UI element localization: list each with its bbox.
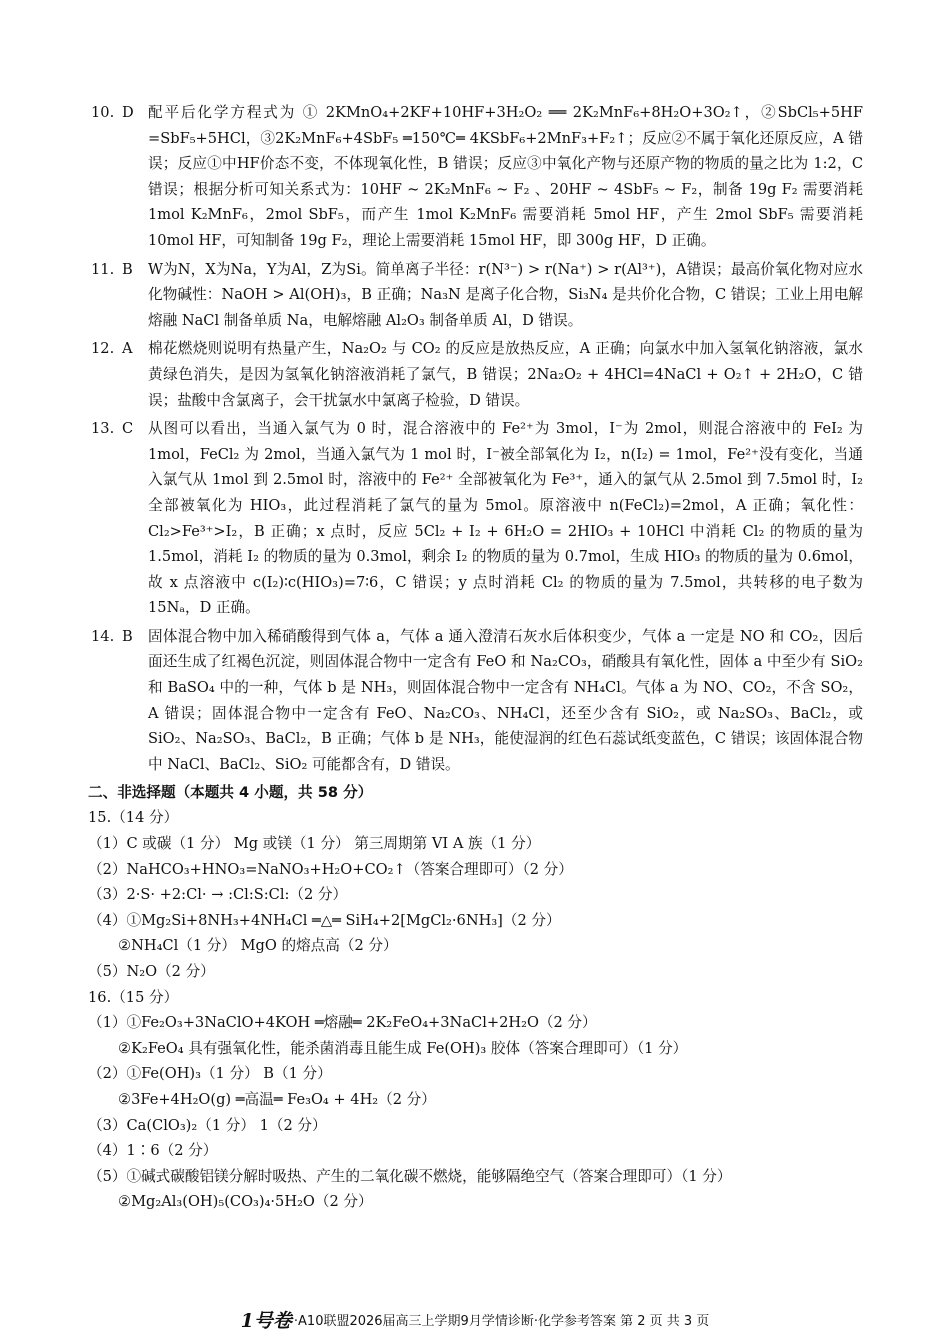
answer-line: （1）C 或碳（1 分） Mg 或镁（1 分） 第三周期第 VI A 族（1 分） [88, 835, 541, 853]
question-explanation: 固体混合物中加入稀硝酸得到气体 a，气体 a 通入澄清石灰水后体积变少，气体 a 一定是 NO 和 CO₂，因后面还生成了红褐色沉淀，则固体混合物中一定含有 FeO 和 Na₂CO₃，硝酸具有氧化性，固体 a 中至少有 SiO₂ 和 BaSO₄ 中的一种，气体 b 是 NH₃，则固体混合物中一定含有 NH₄Cl。气体 a 为 NO、CO₂，不含 SO₂，A 错误；固体混合物中一定含有 FeO、Na₂CO₃、NH₄Cl，还至少含有 SiO₂，或 Na₂SO₃、BaCl₂，或 SiO₂、Na₂SO₃、BaCl₂，B 正确；气体 b 是 NH₃，能使湿润的红色石蕊试纸变蓝色，C 错误；该固体混合物中 NaCl、BaCl₂、SiO₂ 可能都含有，D 错误。 [148, 627, 863, 773]
question-11 [88, 257, 863, 334]
question-answer: C [122, 420, 134, 438]
answer-line: （4）1∶6（2 分） [88, 1142, 218, 1160]
answer-line: （2）①Fe(OH)₃（1 分） B（1 分） [88, 1065, 332, 1083]
question-10 [88, 100, 863, 254]
answer-line: （1）①Fe₂O₃+3NaClO+4KOH ═熔融═ 2K₂FeO₄+3NaCl+2H₂O（2 分） [88, 1014, 597, 1032]
answer-line: 16.（15 分） [88, 988, 179, 1006]
question-explanation: W为N，X为Na，Y为Al，Z为Si。简单离子半径：r(N³⁻) > r(Na⁺) > r(Al³⁺)，A错误；最高价氧化物对应水化物碱性：NaOH > Al(OH)₃，B 正确；Na₃N 是离子化合物，Si₃N₄ 是共价化合物，C 错误；工业上用电解熔融 NaCl 制备单质 Na，电解熔融 Al₂O₃ 制备单质 Al，D 错误。 [148, 260, 863, 329]
question-explanation: 从图可以看出，当通入氯气为 0 时，混合溶液中的 Fe²⁺为 3mol，I⁻为 2mol，则混合溶液中的 FeI₂ 为 1mol，FeCl₂ 为 2mol，当通入氯气为 1 mol 时，I⁻被全部氧化为 I₂，n(I₂) = 1mol，Fe²⁺没有变化，当通入氯气从 1mol 到 2.5mol 时，溶液中的 Fe²⁺ 全部被氧化为 Fe³⁺，通入的氯气从 2.5mol 到 7.5mol 时，I₂ 全部被氧化为 HIO₃，此过程消耗了氯气的量为 5mol。原溶液中 n(FeCl₂)=2mol，A 正确；氧化性：Cl₂>Fe³⁺>I₂，B 正确；x 点时，反应 5Cl₂ + I₂ + 6H₂O = 2HIO₃ + 10HCl 中消耗 Cl₂ 的物质的量为 1.5mol，消耗 I₂ 的物质的量为 0.3mol，剩余 I₂ 的物质的量为 0.7mol，生成 HIO₃ 的物质的量为 0.6mol，故 x 点溶液中 c(I₂)∶c(HIO₃)=7∶6，C 错误；y 点时消耗 Cl₂ 的物质的量为 7.5mol，共转移的电子数为 15Nₐ，D 正确。 [148, 420, 863, 617]
answer-line: （2）NaHCO₃+HNO₃=NaNO₃+H₂O+CO₂↑（答案合理即可）（2 分） [88, 860, 573, 878]
question-answer: B [122, 627, 133, 645]
question-12 [88, 336, 863, 413]
question-explanation: 配平后化学方程式为 ① 2KMnO₄+2KF+10HF+3H₂O₂ ══ 2K₂MnF₆+8H₂O+3O₂↑，②SbCl₅+5HF =SbF₅+5HCl，③2K₂MnF₆+4SbF₅ ═150℃═ 4KSbF₆+2MnF₃+F₂↑；反应②不属于氧化还原反应，A 错误；反应①中HF价态不变，不体现氧化性，B 错误；反应③中氧化产物与还原产物的物质的量之比为 1:2，C 错误；根据分析可知关系式为：10HF ~ 2K₂MnF₆ ~ F₂ 、20HF ~ 4SbF₅ ~ F₂，制备 19g F₂ 需要消耗 1mol K₂MnF₆，2mol SbF₅，而产生 1mol K₂MnF₆ 需要消耗 5mol HF，产生 2mol SbF₅ 需要消耗 10mol HF，可知制备 19g F₂，理论上需要消耗 15mol HF，即 300g HF，D 正确。 [148, 104, 863, 249]
question-number: 14. [91, 627, 115, 645]
section-title: 二、非选择题（本题共 4 小题，共 58 分） [88, 784, 373, 802]
question-answer: D [122, 104, 134, 121]
footer-text: ·A10联盟2026届高三上学期9月学情诊断·化学参考答案 第 2 页 共 3 页 [293, 1314, 710, 1329]
answer-line: ②NH₄Cl（1 分） MgO 的熔点高（2 分） [118, 937, 398, 955]
answer-line: （3）Ca(ClO₃)₂（1 分） 1（2 分） [88, 1116, 327, 1134]
question-answer: B [122, 260, 133, 278]
question-14 [88, 624, 863, 778]
question-number: 12. [91, 340, 115, 358]
answer-line: （5）N₂O（2 分） [88, 963, 215, 980]
answer-line: 15.（14 分） [88, 809, 179, 827]
answer-line: ②Mg₂Al₃(OH)₅(CO₃)₄·5H₂O（2 分） [118, 1193, 373, 1211]
question-answer: A [122, 340, 133, 358]
answer-line: （3）2·S· +2:Cl· → :Cl:S:Cl:（2 分） [88, 886, 348, 904]
question-13 [88, 416, 863, 621]
answer-line: ②3Fe+4H₂O(g) ═高温═ Fe₃O₄ + 4H₂（2 分） [118, 1090, 436, 1108]
question-number: 13. [91, 420, 115, 438]
question-number: 10. [91, 104, 115, 121]
answer-content [88, 100, 863, 1215]
brand-logo: 1号卷 [240, 1310, 292, 1332]
page-footer [0, 1306, 950, 1333]
answer-line: （4）①Mg₂Si+8NH₃+4NH₄Cl ═△═ SiH₄+2[MgCl₂·6NH₃]（2 分） [88, 911, 561, 929]
answer-line: （5）①碱式碳酸铝镁分解时吸热、产生的二氧化碳不燃烧，能够隔绝空气（答案合理即可）（1 分） [88, 1167, 732, 1185]
question-number: 11. [91, 260, 115, 278]
answer-line: ②K₂FeO₄ 具有强氧化性，能杀菌消毒且能生成 Fe(OH)₃ 胶体（答案合理即可）（1 分） [118, 1039, 688, 1057]
question-explanation: 棉花燃烧则说明有热量产生，Na₂O₂ 与 CO₂ 的反应是放热反应，A 正确；向氯水中加入氢氧化钠溶液，氯水黄绿色消失，是因为氢氧化钠溶液消耗了氯气，B 错误；2Na₂O₂ + 4HCl=4NaCl + O₂↑ + 2H₂O，C 错误；盐酸中含氯离子，会干扰氯水中氯离子检验，D 错误。 [148, 340, 863, 409]
